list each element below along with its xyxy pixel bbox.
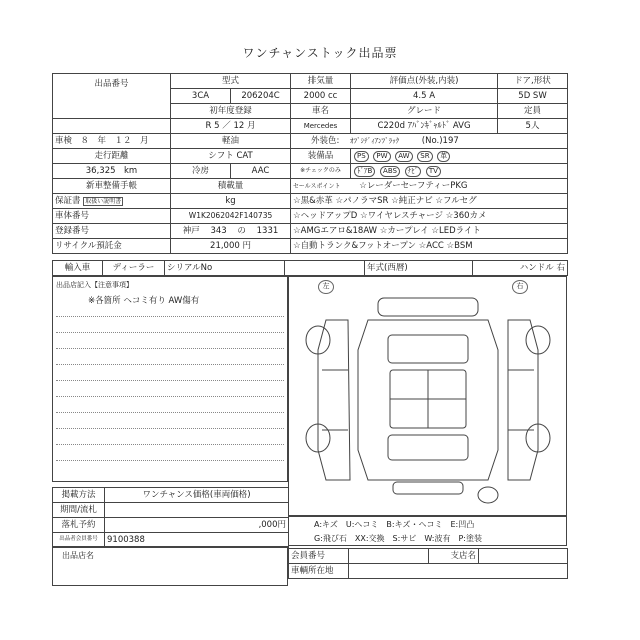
grade: C220d ｱﾊﾞﾝｷﾞｬﾙﾄﾞ AVG (351, 119, 498, 134)
right-side-label: 右 (512, 280, 528, 294)
reg-class: 343 (210, 225, 227, 236)
remark-line (56, 332, 284, 333)
warranty-cell (53, 194, 171, 209)
import-table (52, 260, 568, 276)
equip-sr: SR (417, 151, 432, 162)
recycle: 21,000 円 (171, 239, 291, 254)
member: 9100388 (105, 533, 289, 548)
lot-number-cell (53, 74, 171, 119)
color-cell (291, 134, 568, 149)
equip-pw: PW (373, 151, 390, 162)
handle: 右 (556, 262, 565, 273)
equip-label: 装備品 (291, 149, 351, 164)
ac: AAC (231, 164, 291, 179)
car-name-label: 車名 (291, 104, 351, 119)
sales-line-2: ☆ヘッドアップD ☆ワイヤレスチャージ ☆360カメ (291, 209, 568, 224)
equip-aw: AW (395, 151, 412, 162)
remarks-box (52, 276, 288, 482)
color-label: 外装色: (311, 135, 340, 146)
load-label: 積載量 (171, 179, 291, 194)
member-label: 出品者会員番号 (53, 533, 105, 548)
warranty: 保証書 (55, 195, 81, 206)
document-title: ワンチャンストック出品票 (242, 46, 398, 60)
serial-label: シリアルNo (165, 261, 285, 276)
door: 5D SW (498, 89, 568, 104)
grade-label: グレード (351, 104, 498, 119)
car-diagram (288, 290, 567, 505)
remark-line (56, 428, 284, 429)
location-value (349, 564, 568, 579)
sales-line-4: ☆自動トランク&フットオープン ☆ACC ☆BSM (291, 239, 568, 254)
check-abs: ABS (380, 166, 400, 177)
mileage-label: 走行距離 (53, 149, 171, 164)
fuel: 軽油 (171, 134, 291, 149)
remark-line (56, 412, 284, 413)
damage-legend-1: A:キズ U:ヘコミ B:キズ・ヘコミ E:凹凸 (314, 520, 475, 529)
blank-import (285, 261, 365, 276)
listing: ワンチャンス価格(車両価格) (105, 488, 289, 503)
sales-point: ☆レーダーセーフティーPKG (359, 180, 468, 191)
shift: シフト CAT (171, 149, 291, 164)
disp-label: 排気量 (291, 74, 351, 89)
first-reg-label: 初年度登録 (171, 104, 291, 119)
check-label: ※チェックのみ (291, 164, 351, 179)
listing-table (52, 487, 289, 548)
new-car-book: 新車整備手帳 (53, 179, 171, 194)
remarks-title: 出品店記入【注意事項】 (56, 281, 133, 289)
mileage: 36,325 km (53, 164, 171, 179)
handle-cell (473, 261, 568, 276)
reg-cell (171, 224, 291, 239)
spec-table (52, 73, 568, 254)
damage-legend-2: G:飛び石 XX:交換 S:サビ W:波有 P:塗装 (314, 534, 482, 543)
location-label: 車輌所在地 (289, 564, 349, 579)
check-doorb: ﾄﾞｱB (354, 166, 375, 177)
check-list (351, 164, 568, 179)
equip-ps: PS (354, 151, 369, 162)
remark-line (56, 348, 284, 349)
equip-list (351, 149, 568, 164)
first-reg: R 5 ／ 12 月 (171, 119, 291, 134)
period-value (105, 503, 289, 518)
color-no: (No.)197 (421, 135, 459, 146)
sales-point-cell (291, 179, 568, 194)
model-code2: 206204C (231, 89, 291, 104)
member2-label: 会員番号 (289, 549, 349, 564)
remark-line (56, 316, 284, 317)
member-table (288, 548, 568, 579)
recycle-label: リサイクル預託金 (53, 239, 171, 254)
color: ｵﾌﾞｼﾃﾞｨｱﾝﾌﾞﾗｯｸ (350, 136, 400, 145)
branch-label: 支店名 (429, 549, 479, 564)
equip-leather: 革 (437, 151, 450, 162)
branch-value (479, 549, 568, 564)
manual: 取扱い説明書 (85, 197, 122, 205)
reg-kana: の (237, 225, 246, 236)
price-label: 落札予約 (53, 518, 105, 533)
displacement: 2000 cc (291, 89, 351, 104)
reg-number: 1331 (256, 225, 279, 236)
ac-label: 冷房 (171, 164, 231, 179)
sales-line-3: ☆AMGエアロ&18AW ☆カープレイ ☆LEDライト (291, 224, 568, 239)
capacity-label: 定員 (498, 104, 568, 119)
lot-label: 出品番号 (94, 78, 129, 89)
price-unit: ,000円 (105, 518, 289, 533)
listing-label: 掲載方法 (53, 488, 105, 503)
left-side-label: 左 (318, 280, 334, 294)
dealer: ディーラー (103, 261, 165, 276)
remark-line (56, 460, 284, 461)
year-label: 年式(西暦) (365, 261, 473, 276)
door-label: ドア,形状 (498, 74, 568, 89)
shop-label: 出品店名 (62, 551, 94, 560)
capacity: 5人 (498, 119, 568, 134)
remark-line (56, 444, 284, 445)
remark-line (56, 364, 284, 365)
model-label: 型式 (171, 74, 291, 89)
vin-label: 車体番号 (53, 209, 171, 224)
reg-area: 神戸 (182, 225, 200, 236)
sales-point-label: セールスポイント (293, 182, 341, 190)
handle-label: ハンドル (519, 262, 554, 273)
vin: W1K2062042F140735 (171, 209, 291, 224)
model-code1: 3CA (171, 89, 231, 104)
score-label: 評価点(外装,内装) (351, 74, 498, 89)
period-label: 期間/流札 (53, 503, 105, 518)
check-tv: TV (426, 166, 441, 177)
remarks-note: ※各箇所 ヘコミ有り AW傷有 (88, 296, 200, 306)
member2-value (349, 549, 429, 564)
import-label: 輸入車 (53, 261, 103, 276)
inspection: 車検 ８ 年 １２ 月 (53, 134, 171, 149)
empty-cell (53, 119, 171, 134)
reg-label: 登録番号 (53, 224, 171, 239)
score: 4.5 A (351, 89, 498, 104)
check-navi: ﾅﾋﾞ (405, 166, 422, 177)
remark-line (56, 380, 284, 381)
remark-line (56, 396, 284, 397)
car-name: Mercedes (291, 119, 351, 134)
load-unit: kg (171, 194, 291, 209)
sales-line-1: ☆黒&赤革 ☆パノラマSR ☆純正ナビ ☆フルセグ (291, 194, 568, 209)
